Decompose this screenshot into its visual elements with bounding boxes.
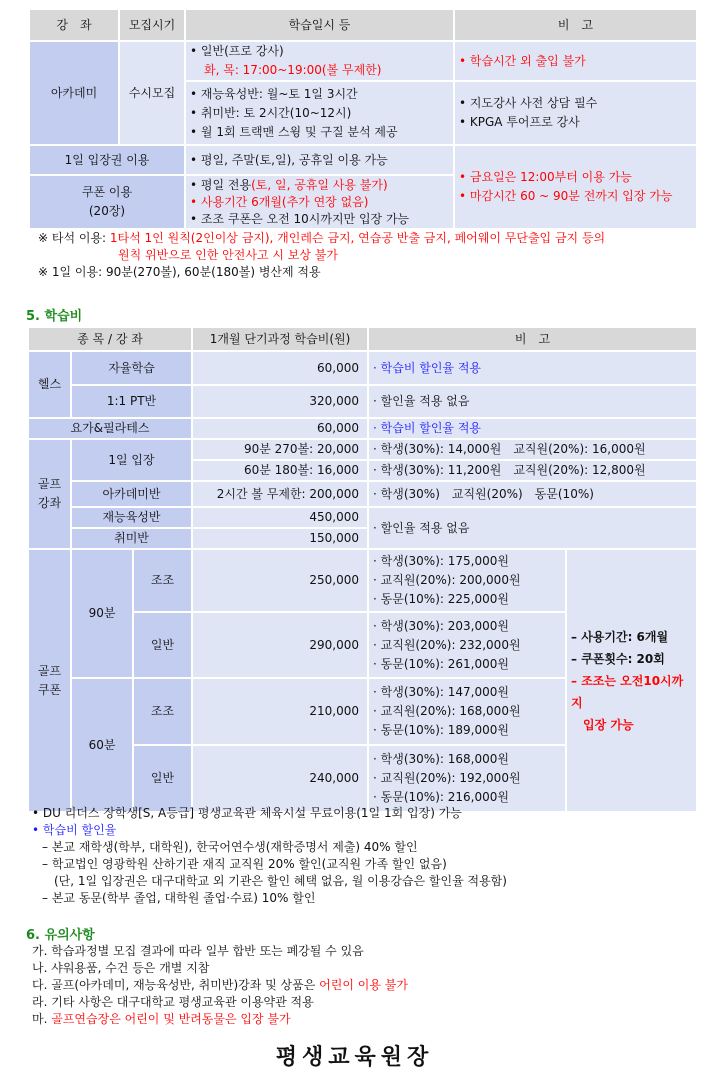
- academy-classes-note: • 지도강사 사전 상담 필수 • KPGA 투어프로 강사: [454, 81, 697, 145]
- golf-coupon-label: 골프 쿠폰: [28, 549, 71, 812]
- section-cautions-title: 6. 유의사항: [26, 928, 95, 943]
- golf-course-label: 골프 강좌: [28, 439, 71, 549]
- seat-rule-note-cont: 원칙 위반으로 인한 안전사고 시 보상 불가: [118, 248, 338, 262]
- fee-table: [27, 326, 698, 813]
- pt-fee: 320,000: [192, 385, 368, 418]
- self-study-label: 자율학습: [71, 351, 192, 385]
- col-fee: 1개월 단기과정 학습비(원): [192, 327, 368, 351]
- yoga-fee: 60,000: [192, 418, 368, 439]
- coupon-info: • 평일 전용(토, 일, 공휴일 사용 불가) • 사용기간 6개월(추가 연장 없음) • 조조 쿠폰은 오전 10시까지만 입장 가능: [185, 175, 454, 229]
- day-60-note: · 학생(30%): 11,200원 교직원(20%): 12,800원: [368, 460, 697, 481]
- section-fees-title: 5. 학습비: [26, 309, 83, 324]
- coupon-90-normal-note: · 학생(30%): 203,000원 · 교직원(20%): 232,000원 · 동문(10%): 261,000원: [368, 612, 566, 678]
- recruit-value: 수시모집: [119, 41, 185, 145]
- coupon-60-normal-label: 일반: [133, 745, 192, 812]
- academy-classes: • 재능육성반: 월~토 1일 3시간 • 취미반: 토 2시간(10~12시) • 월 1회 트랙맨 스윙 및 구질 분석 제공: [185, 81, 454, 145]
- coupon-60-label: 60분: [71, 678, 133, 812]
- hobby-class-label: 취미반: [71, 528, 192, 549]
- coupon-90-early-note: · 학생(30%): 175,000원 · 교직원(20%): 200,000원 · 동문(10%): 225,000원: [368, 549, 566, 612]
- yoga-label: 요가&필라테스: [28, 418, 192, 439]
- seat-rule-note: ※ 타석 이용: 1타석 1인 원칙(2인이상 금지), 개인레슨 금지, 연습공 반출 금지, 페어웨이 무단출입 금지 등의: [38, 231, 606, 245]
- self-study-note: · 학습비 할인율 적용: [368, 351, 697, 385]
- academy-class-fee: 2시간 볼 무제한: 200,000: [192, 481, 368, 507]
- day-90-fee: 90분 270볼: 20,000: [192, 439, 368, 460]
- coupon-60-early-note: · 학생(30%): 147,000원 · 교직원(20%): 168,000원 · 동문(10%): 189,000원: [368, 678, 566, 745]
- signature-title: 평생교육원장: [275, 1044, 434, 1070]
- col-course: 강 좌: [29, 9, 119, 41]
- coupon-90-early-fee: 250,000: [192, 549, 368, 612]
- talent-hobby-note: · 할인율 적용 없음: [368, 507, 697, 549]
- academy-general-note: • 학습시간 외 출입 불가: [454, 41, 697, 81]
- coupon-60-early-label: 조조: [133, 678, 192, 745]
- day-use-note: ※ 1일 이용: 90분(270볼), 60분(180볼) 병산제 적용: [38, 265, 321, 279]
- pt-note: · 할인율 적용 없음: [368, 385, 697, 418]
- col-recruit: 모집시기: [119, 9, 185, 41]
- day-entry-label: 1일 입장: [71, 439, 192, 481]
- cautions-list: 가. 학습과정별 모집 결과에 따라 일부 합반 또는 폐강될 수 있음 나. 샤워용품, 수건 등은 개별 지참 다. 골프(아카데미, 재능육성반, 취미반)강좌 및 상품은 어린이 이용 불가 라. 기타 사항은 대구대학교 평생교육관 이용약관 적용 마. 골프연습장은 어린이 및 반려동물은 입장 불가: [32, 944, 408, 1026]
- discount-info: • DU 리더스 장학생[S, A등급] 평생교육관 체육시설 무료이용(1일 1회 입장) 가능 • 학습비 할인율 – 본교 재학생(학부, 대학원), 한국어연수생(재학증명서 제출) 40% 할인 – 학교법인 영광학원 산하기관 재직 교직원 20% 할인(교직원 가족 할인 없음) (단, 1일 입장권은 대구대학교 외 기관은 할인 혜택 없음, 월 이용강습은 할인율 적용함) – 본교 동문(학부 졸업, 대학원 졸업·수료) 10% 할인: [32, 805, 507, 907]
- coupon-60-normal-note: · 학생(30%): 168,000원 · 교직원(20%): 192,000원 · 동문(10%): 216,000원: [368, 745, 566, 812]
- col-course: 종 목 / 강 좌: [28, 327, 192, 351]
- day-pass-info: • 평일, 주말(토,일), 공휴일 이용 가능: [185, 145, 454, 175]
- yoga-note: · 학습비 할인율 적용: [368, 418, 697, 439]
- academy-general: • 일반(프로 강사) 화, 목: 17:00~19:00(볼 무제한): [185, 41, 454, 81]
- talent-class-label: 재능육성반: [71, 507, 192, 528]
- day-pass-label: 1일 입장권 이용: [29, 145, 185, 175]
- coupon-label: 쿠폰 이용 (20장): [29, 175, 185, 229]
- coupon-side-note: – 사용기간: 6개월 – 쿠폰횟수: 20회 – 조조는 오전10시까지 입장 가능: [566, 549, 697, 812]
- usage-note: • 금요일은 12:00부터 이용 가능 • 마감시간 60 ~ 90분 전까지 입장 가능: [454, 145, 697, 229]
- col-remarks: 비 고: [368, 327, 697, 351]
- coupon-90-normal-label: 일반: [133, 612, 192, 678]
- coupon-90-label: 90분: [71, 549, 133, 678]
- health-label: 헬스: [28, 351, 71, 418]
- coupon-90-normal-fee: 290,000: [192, 612, 368, 678]
- schedule-table: [28, 8, 698, 230]
- coupon-60-normal-fee: 240,000: [192, 745, 368, 812]
- col-remarks: 비 고: [454, 9, 697, 41]
- academy-class-label: 아카데미반: [71, 481, 192, 507]
- talent-class-fee: 450,000: [192, 507, 368, 528]
- academy-class-note: · 학생(30%) 교직원(20%) 동문(10%): [368, 481, 697, 507]
- academy-label: 아카데미: [29, 41, 119, 145]
- coupon-90-early-label: 조조: [133, 549, 192, 612]
- day-90-note: · 학생(30%): 14,000원 교직원(20%): 16,000원: [368, 439, 697, 460]
- pt-label: 1:1 PT반: [71, 385, 192, 418]
- hobby-class-fee: 150,000: [192, 528, 368, 549]
- self-study-fee: 60,000: [192, 351, 368, 385]
- coupon-60-early-fee: 210,000: [192, 678, 368, 745]
- day-60-fee: 60분 180볼: 16,000: [192, 460, 368, 481]
- col-schedule: 학습일시 등: [185, 9, 454, 41]
